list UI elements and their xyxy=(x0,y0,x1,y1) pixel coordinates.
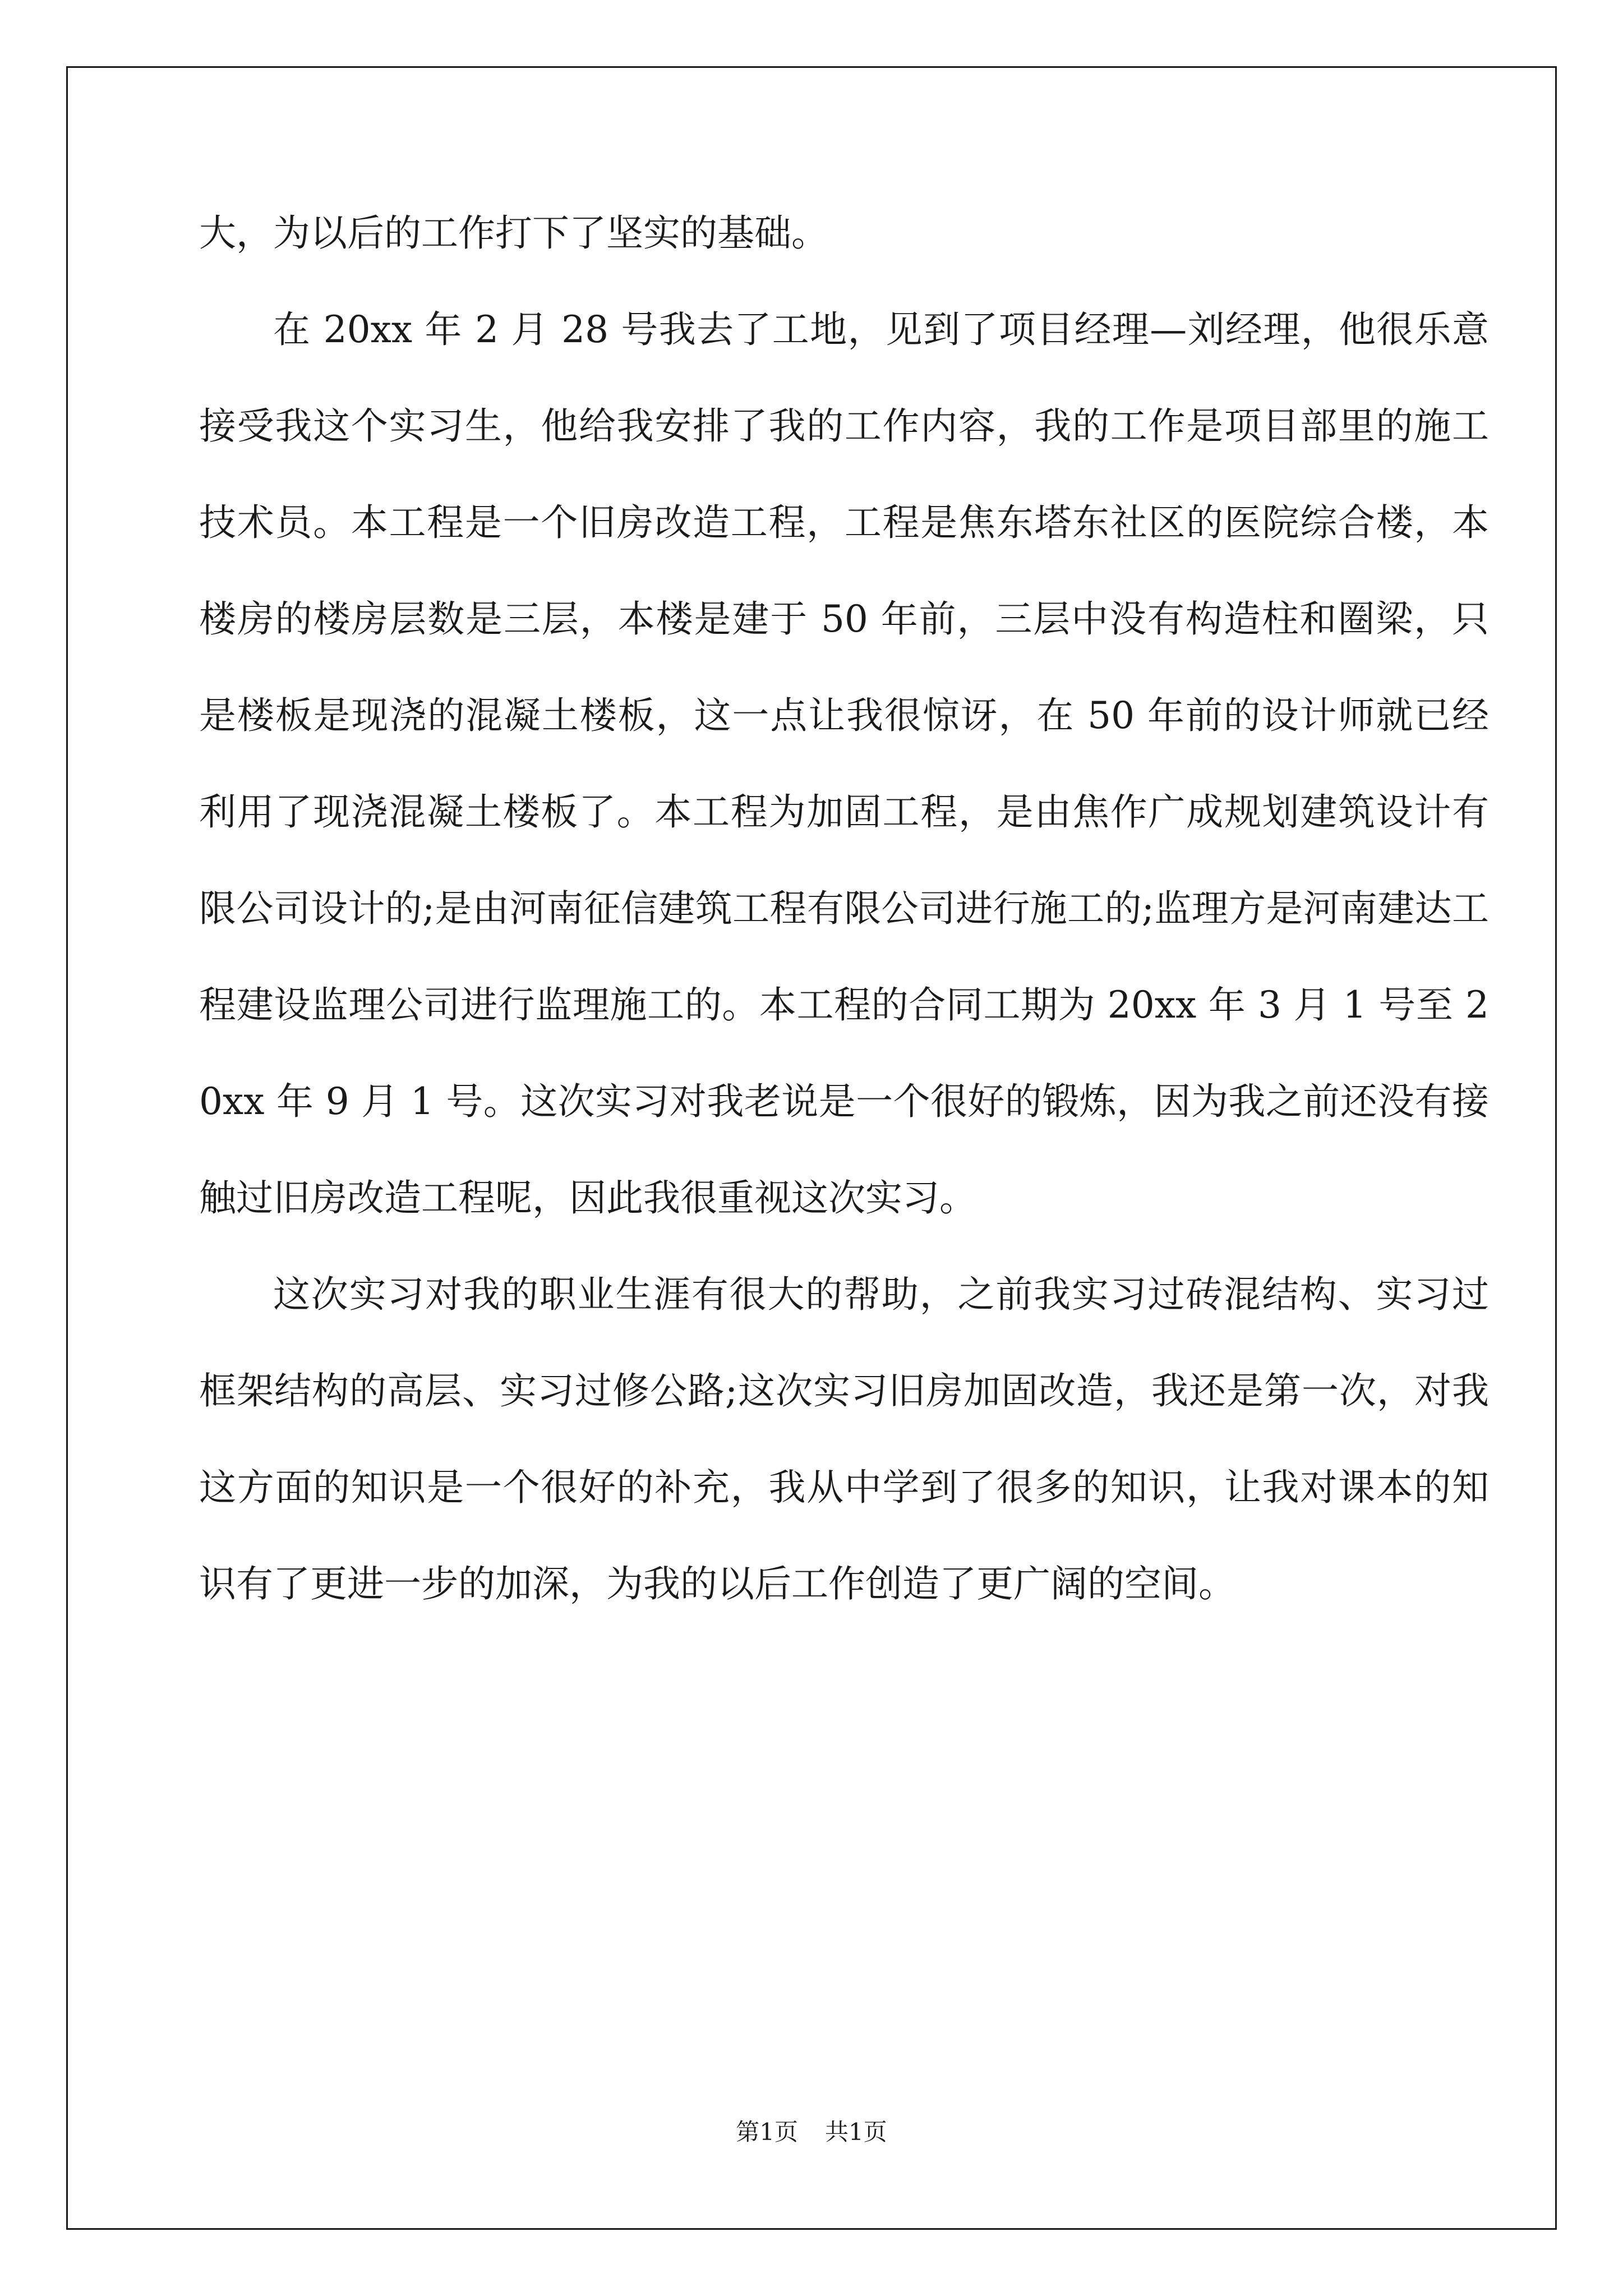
page-number-current: 第1页 xyxy=(736,2118,798,2146)
paragraph-continuation: 大，为以后的工作打下了坚实的基础。 xyxy=(199,211,828,255)
page-number-total: 共1页 xyxy=(825,2118,887,2146)
paragraph-project-intro: 在 20xx 年 2 月 28 号我去了工地，见到了项目经理—刘经理，他很乐意接受我这个实习生，他给我安排了我的工作内容，我的工作是项目部里的施工技术员。本工程是一个旧房改造工程，工程是焦东塔东社区的医院综合楼，本楼房的楼房层数是三层，本楼是建于 50 年前，三层中没有构造柱和圈梁，只是楼板是现浇的混凝土楼板，这一点让我很惊讶，在 50 年前的设计师就已经利用了现浇混凝土楼板了。本工程为加固工程，是由焦作广成规划建筑设计有限公司设计的;是由河南征信建筑工程有限公司进行施工的;监理方是河南建达工程建设监理公司进行监理施工的。本工程的合同工期为 20xx 年 3 月 1 号至 20xx 年 9 月 1 号。这次实习对我老说是一个很好的锻炼，因为我之前还没有接触过旧房改造工程呢，因此我很重视这次实习。 xyxy=(199,308,1489,1220)
document-body xyxy=(199,185,1489,1632)
page-footer xyxy=(0,2114,1623,2147)
paragraph-internship-benefit: 这次实习对我的职业生涯有很大的帮助，之前我实习过砖混结构、实习过框架结构的高层、实习过修公路;这次实习旧房加固改造，我还是第一次，对我这方面的知识是一个很好的补充，我从中学到了很多的知识，让我对课本的知识有了更进一步的加深，为我的以后工作创造了更广阔的空间。 xyxy=(199,1273,1489,1605)
